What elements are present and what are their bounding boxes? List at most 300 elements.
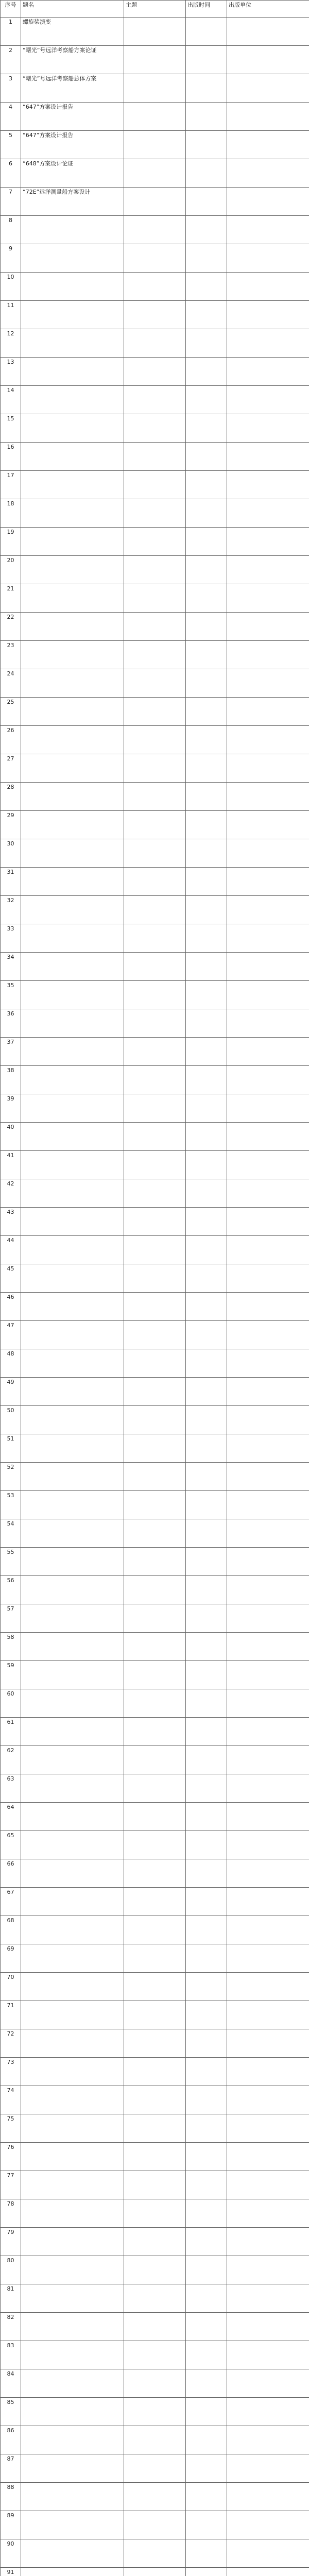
table-row [1, 1123, 309, 1151]
cell-no: 25 [1, 698, 21, 726]
cell-publisher [227, 2369, 309, 2398]
cell-title [21, 273, 124, 301]
table-row [1, 613, 309, 641]
cell-publisher [227, 953, 309, 981]
cell-no: 34 [1, 953, 21, 981]
cell-title [21, 2341, 124, 2369]
cell-no: 9 [1, 244, 21, 273]
cell-title: “曙光”号远洋考察船总体方案 [21, 74, 124, 103]
table-row [1, 1859, 309, 1888]
cell-date [186, 1264, 227, 1293]
cell-no: 35 [1, 981, 21, 1009]
cell-title [21, 613, 124, 641]
cell-topic [124, 2454, 186, 2483]
cell-date [186, 2228, 227, 2256]
cell-title [21, 1179, 124, 1208]
cell-topic [124, 329, 186, 358]
cell-title [21, 839, 124, 868]
cell-topic [124, 2086, 186, 2114]
table-row [1, 2369, 309, 2398]
table-row [1, 329, 309, 358]
header-title: 题名 [21, 1, 124, 18]
cell-no: 85 [1, 2398, 21, 2426]
cell-publisher [227, 811, 309, 839]
cell-topic [124, 2171, 186, 2199]
table-row [1, 1208, 309, 1236]
table-row [1, 1888, 309, 1916]
table-row [1, 1179, 309, 1208]
table-row [1, 1349, 309, 1378]
cell-topic [124, 1321, 186, 1349]
cell-topic [124, 584, 186, 613]
table-row [1, 1803, 309, 1831]
cell-date [186, 1406, 227, 1434]
cell-topic [124, 46, 186, 74]
cell-topic [124, 1179, 186, 1208]
header-no: 序号 [1, 1, 21, 18]
cell-publisher [227, 1973, 309, 2001]
cell-no: 90 [1, 2539, 21, 2568]
cell-no: 3 [1, 74, 21, 103]
cell-date [186, 613, 227, 641]
cell-no: 38 [1, 1066, 21, 1094]
cell-publisher [227, 2398, 309, 2426]
cell-title [21, 1576, 124, 1604]
table-row [1, 103, 309, 131]
cell-date [186, 2086, 227, 2114]
cell-no: 4 [1, 103, 21, 131]
cell-title [21, 1888, 124, 1916]
cell-date [186, 1038, 227, 1066]
cell-date [186, 2114, 227, 2143]
cell-title [21, 2313, 124, 2341]
cell-no: 73 [1, 2058, 21, 2086]
cell-date [186, 1803, 227, 1831]
cell-publisher [227, 981, 309, 1009]
table-row [1, 1774, 309, 1803]
table-row [1, 1661, 309, 1689]
cell-publisher [227, 1774, 309, 1803]
cell-title [21, 301, 124, 329]
cell-topic [124, 2313, 186, 2341]
cell-no: 64 [1, 1803, 21, 1831]
cell-publisher [227, 2256, 309, 2284]
cell-title: “647”方案设计报告 [21, 131, 124, 159]
cell-title [21, 1038, 124, 1066]
cell-publisher [227, 131, 309, 159]
cell-publisher [227, 443, 309, 471]
cell-no: 62 [1, 1746, 21, 1774]
cell-title [21, 1548, 124, 1576]
cell-publisher [227, 754, 309, 783]
cell-topic [124, 1746, 186, 1774]
cell-title [21, 669, 124, 698]
cell-publisher [227, 1916, 309, 1944]
cell-publisher [227, 1349, 309, 1378]
table-row [1, 641, 309, 669]
cell-topic [124, 1094, 186, 1123]
cell-date [186, 868, 227, 896]
cell-title [21, 1746, 124, 1774]
table-row [1, 2199, 309, 2228]
cell-date [186, 924, 227, 953]
cell-title [21, 981, 124, 1009]
cell-no: 57 [1, 1604, 21, 1633]
cell-date [186, 244, 227, 273]
cell-publisher [227, 2143, 309, 2171]
cell-no: 36 [1, 1009, 21, 1038]
cell-publisher [227, 839, 309, 868]
table-row [1, 2256, 309, 2284]
cell-title [21, 1378, 124, 1406]
cell-date [186, 131, 227, 159]
cell-topic [124, 924, 186, 953]
cell-date [186, 1774, 227, 1803]
cell-publisher [227, 2313, 309, 2341]
cell-title [21, 2228, 124, 2256]
cell-date [186, 2199, 227, 2228]
header-publisher: 出版单位 [227, 1, 309, 18]
cell-publisher [227, 2341, 309, 2369]
cell-topic [124, 754, 186, 783]
cell-no: 10 [1, 273, 21, 301]
cell-title [21, 1831, 124, 1859]
cell-no: 42 [1, 1179, 21, 1208]
cell-date [186, 1859, 227, 1888]
table-row [1, 1463, 309, 1491]
cell-publisher [227, 1434, 309, 1463]
cell-date [186, 159, 227, 188]
table-row [1, 2426, 309, 2454]
cell-topic [124, 783, 186, 811]
table-row [1, 584, 309, 613]
table-row [1, 18, 309, 46]
cell-date [186, 273, 227, 301]
cell-topic [124, 216, 186, 244]
cell-title [21, 1944, 124, 1973]
cell-title [21, 1293, 124, 1321]
cell-title [21, 1973, 124, 2001]
cell-date [186, 103, 227, 131]
cell-publisher [227, 46, 309, 74]
cell-no: 81 [1, 2284, 21, 2313]
cell-topic [124, 1009, 186, 1038]
cell-title [21, 244, 124, 273]
cell-title [21, 2001, 124, 2029]
cell-topic [124, 1378, 186, 1406]
table-row [1, 953, 309, 981]
cell-topic [124, 2483, 186, 2511]
cell-title [21, 1434, 124, 1463]
cell-publisher [227, 1803, 309, 1831]
cell-topic [124, 1604, 186, 1633]
cell-publisher [227, 613, 309, 641]
cell-publisher [227, 1944, 309, 1973]
cell-no: 24 [1, 669, 21, 698]
cell-title [21, 641, 124, 669]
cell-title [21, 2369, 124, 2398]
cell-no: 53 [1, 1491, 21, 1519]
cell-title [21, 2058, 124, 2086]
cell-topic [124, 1888, 186, 1916]
cell-no: 66 [1, 1859, 21, 1888]
cell-no: 68 [1, 1916, 21, 1944]
cell-publisher [227, 1321, 309, 1349]
cell-topic [124, 669, 186, 698]
cell-title [21, 1066, 124, 1094]
cell-topic [124, 698, 186, 726]
cell-date [186, 499, 227, 528]
cell-date [186, 953, 227, 981]
cell-no: 75 [1, 2114, 21, 2143]
cell-title [21, 2256, 124, 2284]
cell-topic [124, 2539, 186, 2568]
cell-publisher [227, 2199, 309, 2228]
cell-no: 31 [1, 868, 21, 896]
cell-title [21, 2143, 124, 2171]
cell-topic [124, 528, 186, 556]
table-row [1, 1633, 309, 1661]
cell-publisher [227, 2454, 309, 2483]
cell-no: 86 [1, 2426, 21, 2454]
cell-no: 14 [1, 386, 21, 414]
cell-date [186, 2568, 227, 2576]
cell-topic [124, 1236, 186, 1264]
table-row [1, 1604, 309, 1633]
cell-title [21, 1689, 124, 1718]
table-row [1, 2058, 309, 2086]
cell-no: 30 [1, 839, 21, 868]
table-row [1, 2398, 309, 2426]
cell-topic [124, 1689, 186, 1718]
cell-topic [124, 443, 186, 471]
cell-date [186, 1321, 227, 1349]
cell-publisher [227, 216, 309, 244]
cell-no: 11 [1, 301, 21, 329]
cell-date [186, 1463, 227, 1491]
cell-title [21, 1803, 124, 1831]
cell-date [186, 698, 227, 726]
cell-date [186, 2171, 227, 2199]
cell-topic [124, 74, 186, 103]
cell-no: 8 [1, 216, 21, 244]
cell-title [21, 2114, 124, 2143]
cell-title [21, 2171, 124, 2199]
cell-topic [124, 613, 186, 641]
cell-topic [124, 1066, 186, 1094]
table-row [1, 216, 309, 244]
table-row [1, 1831, 309, 1859]
cell-topic [124, 1944, 186, 1973]
cell-title [21, 1463, 124, 1491]
table-row [1, 1746, 309, 1774]
table-row [1, 2143, 309, 2171]
cell-no: 26 [1, 726, 21, 754]
cell-no: 12 [1, 329, 21, 358]
cell-topic [124, 2001, 186, 2029]
cell-publisher [227, 1066, 309, 1094]
table-header-row [1, 1, 309, 18]
cell-publisher [227, 1831, 309, 1859]
cell-no: 91 [1, 2568, 21, 2576]
cell-publisher [227, 1236, 309, 1264]
cell-title [21, 1009, 124, 1038]
cell-title [21, 2483, 124, 2511]
table-row [1, 2313, 309, 2341]
cell-no: 33 [1, 924, 21, 953]
cell-no: 59 [1, 1661, 21, 1689]
cell-topic [124, 18, 186, 46]
cell-title [21, 2284, 124, 2313]
table-row [1, 1236, 309, 1264]
table-row [1, 414, 309, 443]
cell-publisher [227, 1208, 309, 1236]
cell-topic [124, 2029, 186, 2058]
table-row [1, 2511, 309, 2539]
cell-no: 17 [1, 471, 21, 499]
cell-no: 48 [1, 1349, 21, 1378]
cell-date [186, 46, 227, 74]
cell-date [186, 1378, 227, 1406]
cell-no: 41 [1, 1151, 21, 1179]
cell-title: “647”方案设计报告 [21, 103, 124, 131]
cell-title: “72E”远洋测量船方案设计 [21, 188, 124, 216]
cell-title [21, 1321, 124, 1349]
cell-publisher [227, 2228, 309, 2256]
cell-topic [124, 414, 186, 443]
cell-date [186, 528, 227, 556]
cell-publisher [227, 1718, 309, 1746]
cell-no: 71 [1, 2001, 21, 2029]
table-row [1, 1151, 309, 1179]
cell-title: “648”方案设计论证 [21, 159, 124, 188]
table-row [1, 2029, 309, 2058]
table-row [1, 2341, 309, 2369]
table-row [1, 471, 309, 499]
cell-publisher [227, 301, 309, 329]
cell-date [186, 386, 227, 414]
cell-topic [124, 839, 186, 868]
cell-topic [124, 2369, 186, 2398]
cell-date [186, 2284, 227, 2313]
table-row [1, 1973, 309, 2001]
cell-no: 67 [1, 1888, 21, 1916]
cell-title [21, 2539, 124, 2568]
cell-publisher [227, 1576, 309, 1604]
cell-date [186, 1604, 227, 1633]
cell-no: 7 [1, 188, 21, 216]
cell-title [21, 896, 124, 924]
cell-no: 22 [1, 613, 21, 641]
cell-topic [124, 2114, 186, 2143]
table-row [1, 924, 309, 953]
cell-topic [124, 1831, 186, 1859]
cell-date [186, 1208, 227, 1236]
cell-no: 63 [1, 1774, 21, 1803]
table-row [1, 443, 309, 471]
table-row [1, 131, 309, 159]
cell-title [21, 414, 124, 443]
cell-no: 46 [1, 1293, 21, 1321]
cell-topic [124, 556, 186, 584]
cell-no: 54 [1, 1519, 21, 1548]
table-row [1, 2228, 309, 2256]
cell-title [21, 1236, 124, 1264]
table-row [1, 1406, 309, 1434]
cell-date [186, 2058, 227, 2086]
table-row [1, 358, 309, 386]
table-row [1, 726, 309, 754]
cell-topic [124, 2398, 186, 2426]
cell-publisher [227, 74, 309, 103]
table-row [1, 868, 309, 896]
cell-topic [124, 471, 186, 499]
cell-topic [124, 1038, 186, 1066]
table-row [1, 301, 309, 329]
cell-topic [124, 1491, 186, 1519]
cell-date [186, 1746, 227, 1774]
cell-topic [124, 1718, 186, 1746]
cell-publisher [227, 2284, 309, 2313]
cell-publisher [227, 924, 309, 953]
table-body [1, 18, 309, 2576]
cell-publisher [227, 584, 309, 613]
cell-topic [124, 1123, 186, 1151]
cell-no: 74 [1, 2086, 21, 2114]
cell-publisher [227, 2029, 309, 2058]
cell-topic [124, 1916, 186, 1944]
cell-no: 58 [1, 1633, 21, 1661]
table-row [1, 754, 309, 783]
cell-publisher [227, 1123, 309, 1151]
cell-title [21, 1208, 124, 1236]
cell-title [21, 386, 124, 414]
cell-publisher [227, 1519, 309, 1548]
cell-publisher [227, 1633, 309, 1661]
cell-topic [124, 499, 186, 528]
cell-no: 40 [1, 1123, 21, 1151]
table-row [1, 386, 309, 414]
cell-date [186, 1831, 227, 1859]
cell-publisher [227, 698, 309, 726]
cell-publisher [227, 1406, 309, 1434]
table-row [1, 839, 309, 868]
cell-publisher [227, 2483, 309, 2511]
cell-title [21, 783, 124, 811]
cell-date [186, 1236, 227, 1264]
cell-date [186, 2539, 227, 2568]
cell-topic [124, 1293, 186, 1321]
table-row [1, 783, 309, 811]
cell-publisher [227, 1463, 309, 1491]
cell-date [186, 1576, 227, 1604]
cell-publisher [227, 1293, 309, 1321]
table-row [1, 2001, 309, 2029]
cell-title [21, 2426, 124, 2454]
cell-title [21, 1774, 124, 1803]
cell-publisher [227, 1151, 309, 1179]
table-row [1, 528, 309, 556]
cell-title [21, 1718, 124, 1746]
cell-title [21, 698, 124, 726]
table-row [1, 1434, 309, 1463]
cell-topic [124, 1859, 186, 1888]
cell-title [21, 1604, 124, 1633]
cell-topic [124, 811, 186, 839]
cell-no: 45 [1, 1264, 21, 1293]
cell-no: 56 [1, 1576, 21, 1604]
cell-title [21, 868, 124, 896]
